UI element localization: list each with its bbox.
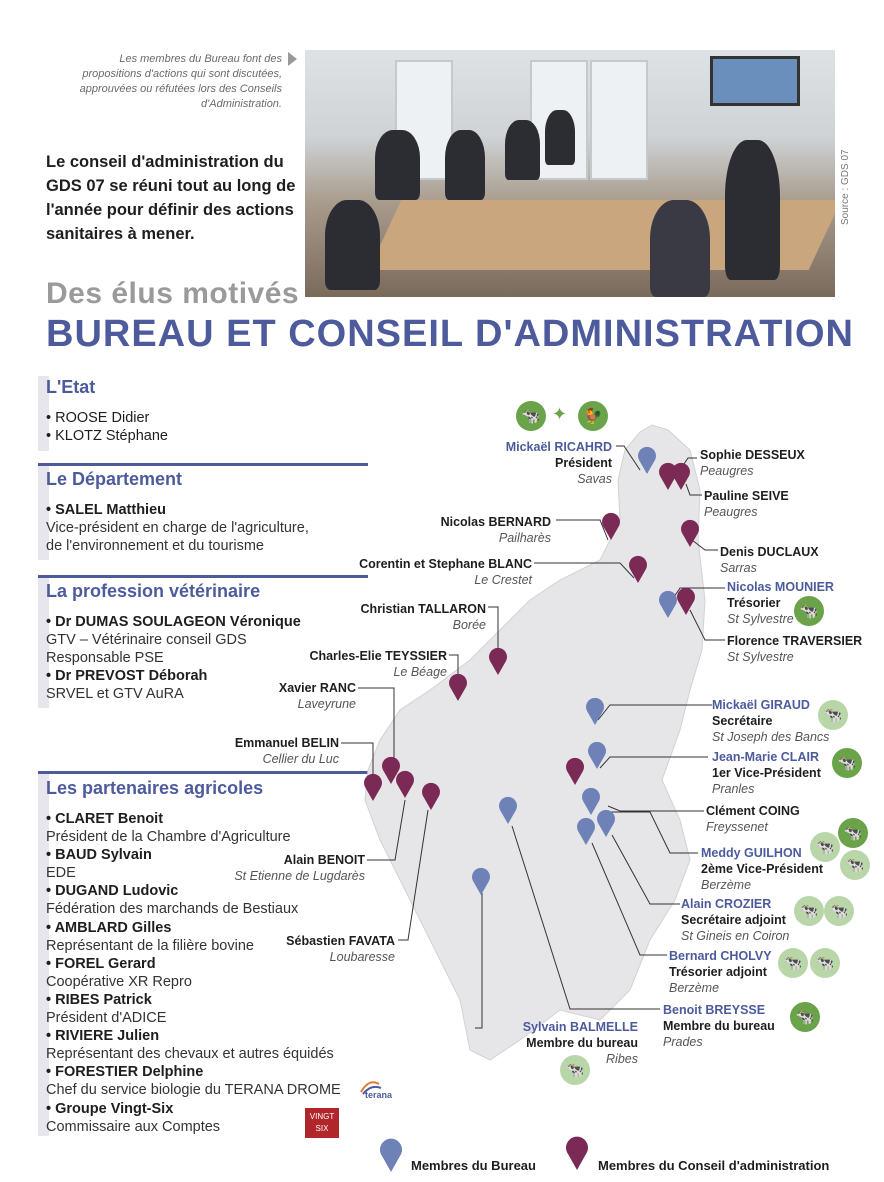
photo-caption: Les membres du Bureau font des propositions d'actions qui sont discutées, approuvées ou réfutées lors des Conseils d'Administration. — [79, 53, 282, 110]
cow-icon: 🐄 — [794, 896, 824, 926]
page-title: BUREAU ET CONSEIL D'ADMINISTRATION — [46, 313, 854, 355]
person-clair: Jean-Marie CLAIR 1er Vice-Président Pranles — [712, 750, 821, 796]
list-item: • SALEL Matthieu — [46, 502, 167, 518]
list-item-desc: Responsable PSE — [46, 650, 164, 666]
list-item: • RIBES Patrick — [46, 992, 152, 1008]
photo-source: Source : GDS 07 — [840, 149, 851, 225]
list-item-desc: Président de la Chambre d'Agriculture — [46, 829, 291, 845]
person-favata: Sébastien FAVATA Loubaresse — [286, 934, 395, 964]
cow-icon: 🐄 — [790, 1002, 820, 1032]
person-guilhon: Meddy GUILHON 2ème Vice-Président Berzème — [701, 846, 824, 892]
list-item: • BAUD Sylvain — [46, 847, 152, 864]
person-belin: Emmanuel BELIN Cellier du Luc — [234, 736, 339, 766]
person-blanc: Corentin et Stephane BLANC Le Crestet — [359, 557, 532, 587]
cow-icon: 🐄 — [560, 1055, 590, 1085]
person-desseux: Sophie DESSEUX Peaugres — [700, 448, 805, 478]
section-title-veterinaire: La profession vétérinaire — [46, 581, 261, 601]
cow-icon: 🐄 — [818, 700, 848, 730]
list-item: • FOREL Gerard — [46, 955, 156, 972]
person-crozier: Alain CROZIER Secrétaire adjoint St Gineis en Coiron — [681, 897, 790, 943]
person-balmelle: Sylvain BALMELLE Membre du bureau Ribes — [522, 1020, 638, 1066]
svg-text:terana: terana — [365, 1090, 393, 1100]
list-item: • Groupe Vingt-Six — [46, 1100, 174, 1117]
list-item-desc: Représentant de la filière bovine — [46, 937, 254, 954]
person-cholvy: Bernard CHOLVY Trésorier adjoint Berzème — [669, 949, 772, 995]
person-benoit: Alain BENOIT St Etienne de Lugdarès — [234, 853, 365, 883]
bird-icon: 🐓 — [578, 401, 608, 431]
person-teyssier: Charles-Elie TEYSSIER Le Béage — [309, 649, 447, 679]
person-coing: Clément COING Freyssenet — [706, 804, 800, 834]
section-subtitle: Des élus motivés — [46, 277, 300, 310]
cow-icon: 🐄 — [516, 401, 546, 431]
list-item-desc: Représentant des chevaux et autres équidés — [46, 1046, 334, 1063]
cow-icon: 🐄 — [840, 850, 870, 880]
person-breysse: Benoit BREYSSE Membre du bureau Prades — [663, 1003, 775, 1049]
person-ricahrd: Mickaël RICAHRD Président Savas — [505, 440, 612, 486]
person-traversier: Florence TRAVERSIER St Sylvestre — [727, 634, 863, 664]
list-item: • ROOSE Didier — [46, 410, 150, 426]
list-item: • Dr PREVOST Déborah — [46, 668, 208, 684]
list-item-desc: GTV – Vétérinaire conseil GDS — [46, 632, 247, 648]
list-item-desc: de l'environnement et du tourisme — [46, 538, 264, 554]
person-bernard: Nicolas BERNARD Pailharès — [440, 515, 551, 545]
cow-icon: 🐄 — [824, 896, 854, 926]
section-title-partenaires: Les partenaires agricoles — [46, 778, 264, 798]
list-item-desc: Commissaire aux Comptes — [46, 1118, 221, 1135]
cow-icon: 🐄 — [794, 596, 824, 626]
section-title-etat: L'Etat — [46, 377, 96, 397]
section-title-departement: Le Département — [46, 469, 183, 489]
list-item-desc: Coopérative XR Repro — [46, 973, 192, 990]
list-item-desc: SRVEL et GTV AuRA — [46, 686, 184, 702]
cow-icon: 🐄 — [838, 818, 868, 848]
person-mounier: Nicolas MOUNIER Trésorier St Sylvestre — [727, 580, 834, 626]
legend-bureau: Membres du Bureau — [411, 1158, 536, 1173]
vingt-six-logo: VINGT SIX — [305, 1108, 339, 1138]
person-duclaux: Denis DUCLAUX Sarras — [720, 545, 819, 575]
person-seive: Pauline SEIVE Peaugres — [704, 489, 789, 519]
person-giraud: Mickaël GIRAUD Secrétaire St Joseph des Bancs — [712, 698, 830, 744]
bureau-pin-legend-icon — [378, 1136, 404, 1174]
cow-icon: 🐄 — [810, 948, 840, 978]
list-item-desc: Chef du service biologie du TERANA DROME — [46, 1082, 341, 1099]
person-tallaron: Christian TALLARON Borée — [360, 602, 486, 632]
cow-icon: 🐄 — [832, 748, 862, 778]
list-item: • RIVIERE Julien — [46, 1028, 160, 1045]
list-item: • FORESTIER Delphine — [46, 1064, 204, 1081]
list-item-desc: Président d'ADICE — [46, 1010, 167, 1026]
intro-text: Le conseil d'administration du GDS 07 se réuni tout au long de l'année pour définir des actions sanitaires à mener. — [46, 153, 296, 243]
list-item-desc: EDE — [46, 865, 76, 882]
leader-line — [556, 520, 608, 540]
list-item-desc: Fédération des marchands de Bestiaux — [46, 901, 299, 918]
cow-icon: 🐄 — [810, 832, 840, 862]
list-item: • DUGAND Ludovic — [46, 883, 179, 900]
list-item: • Dr DUMAS SOULAGEON Véronique — [46, 614, 301, 630]
person-ranc: Xavier RANC Laveyrune — [278, 681, 356, 711]
list-item: • KLOTZ Stéphane — [46, 428, 168, 444]
list-item: • CLARET Benoit — [46, 811, 164, 827]
conseil-pin-legend-icon — [564, 1134, 590, 1172]
cow-icon: 🐄 — [778, 948, 808, 978]
list-item: • AMBLARD Gilles — [46, 919, 172, 936]
list-item-desc: Vice-président en charge de l'agriculture, — [46, 520, 309, 536]
legend-conseil: Membres du Conseil d'administration — [598, 1158, 830, 1173]
leaf-icon: ✦ — [552, 404, 568, 424]
